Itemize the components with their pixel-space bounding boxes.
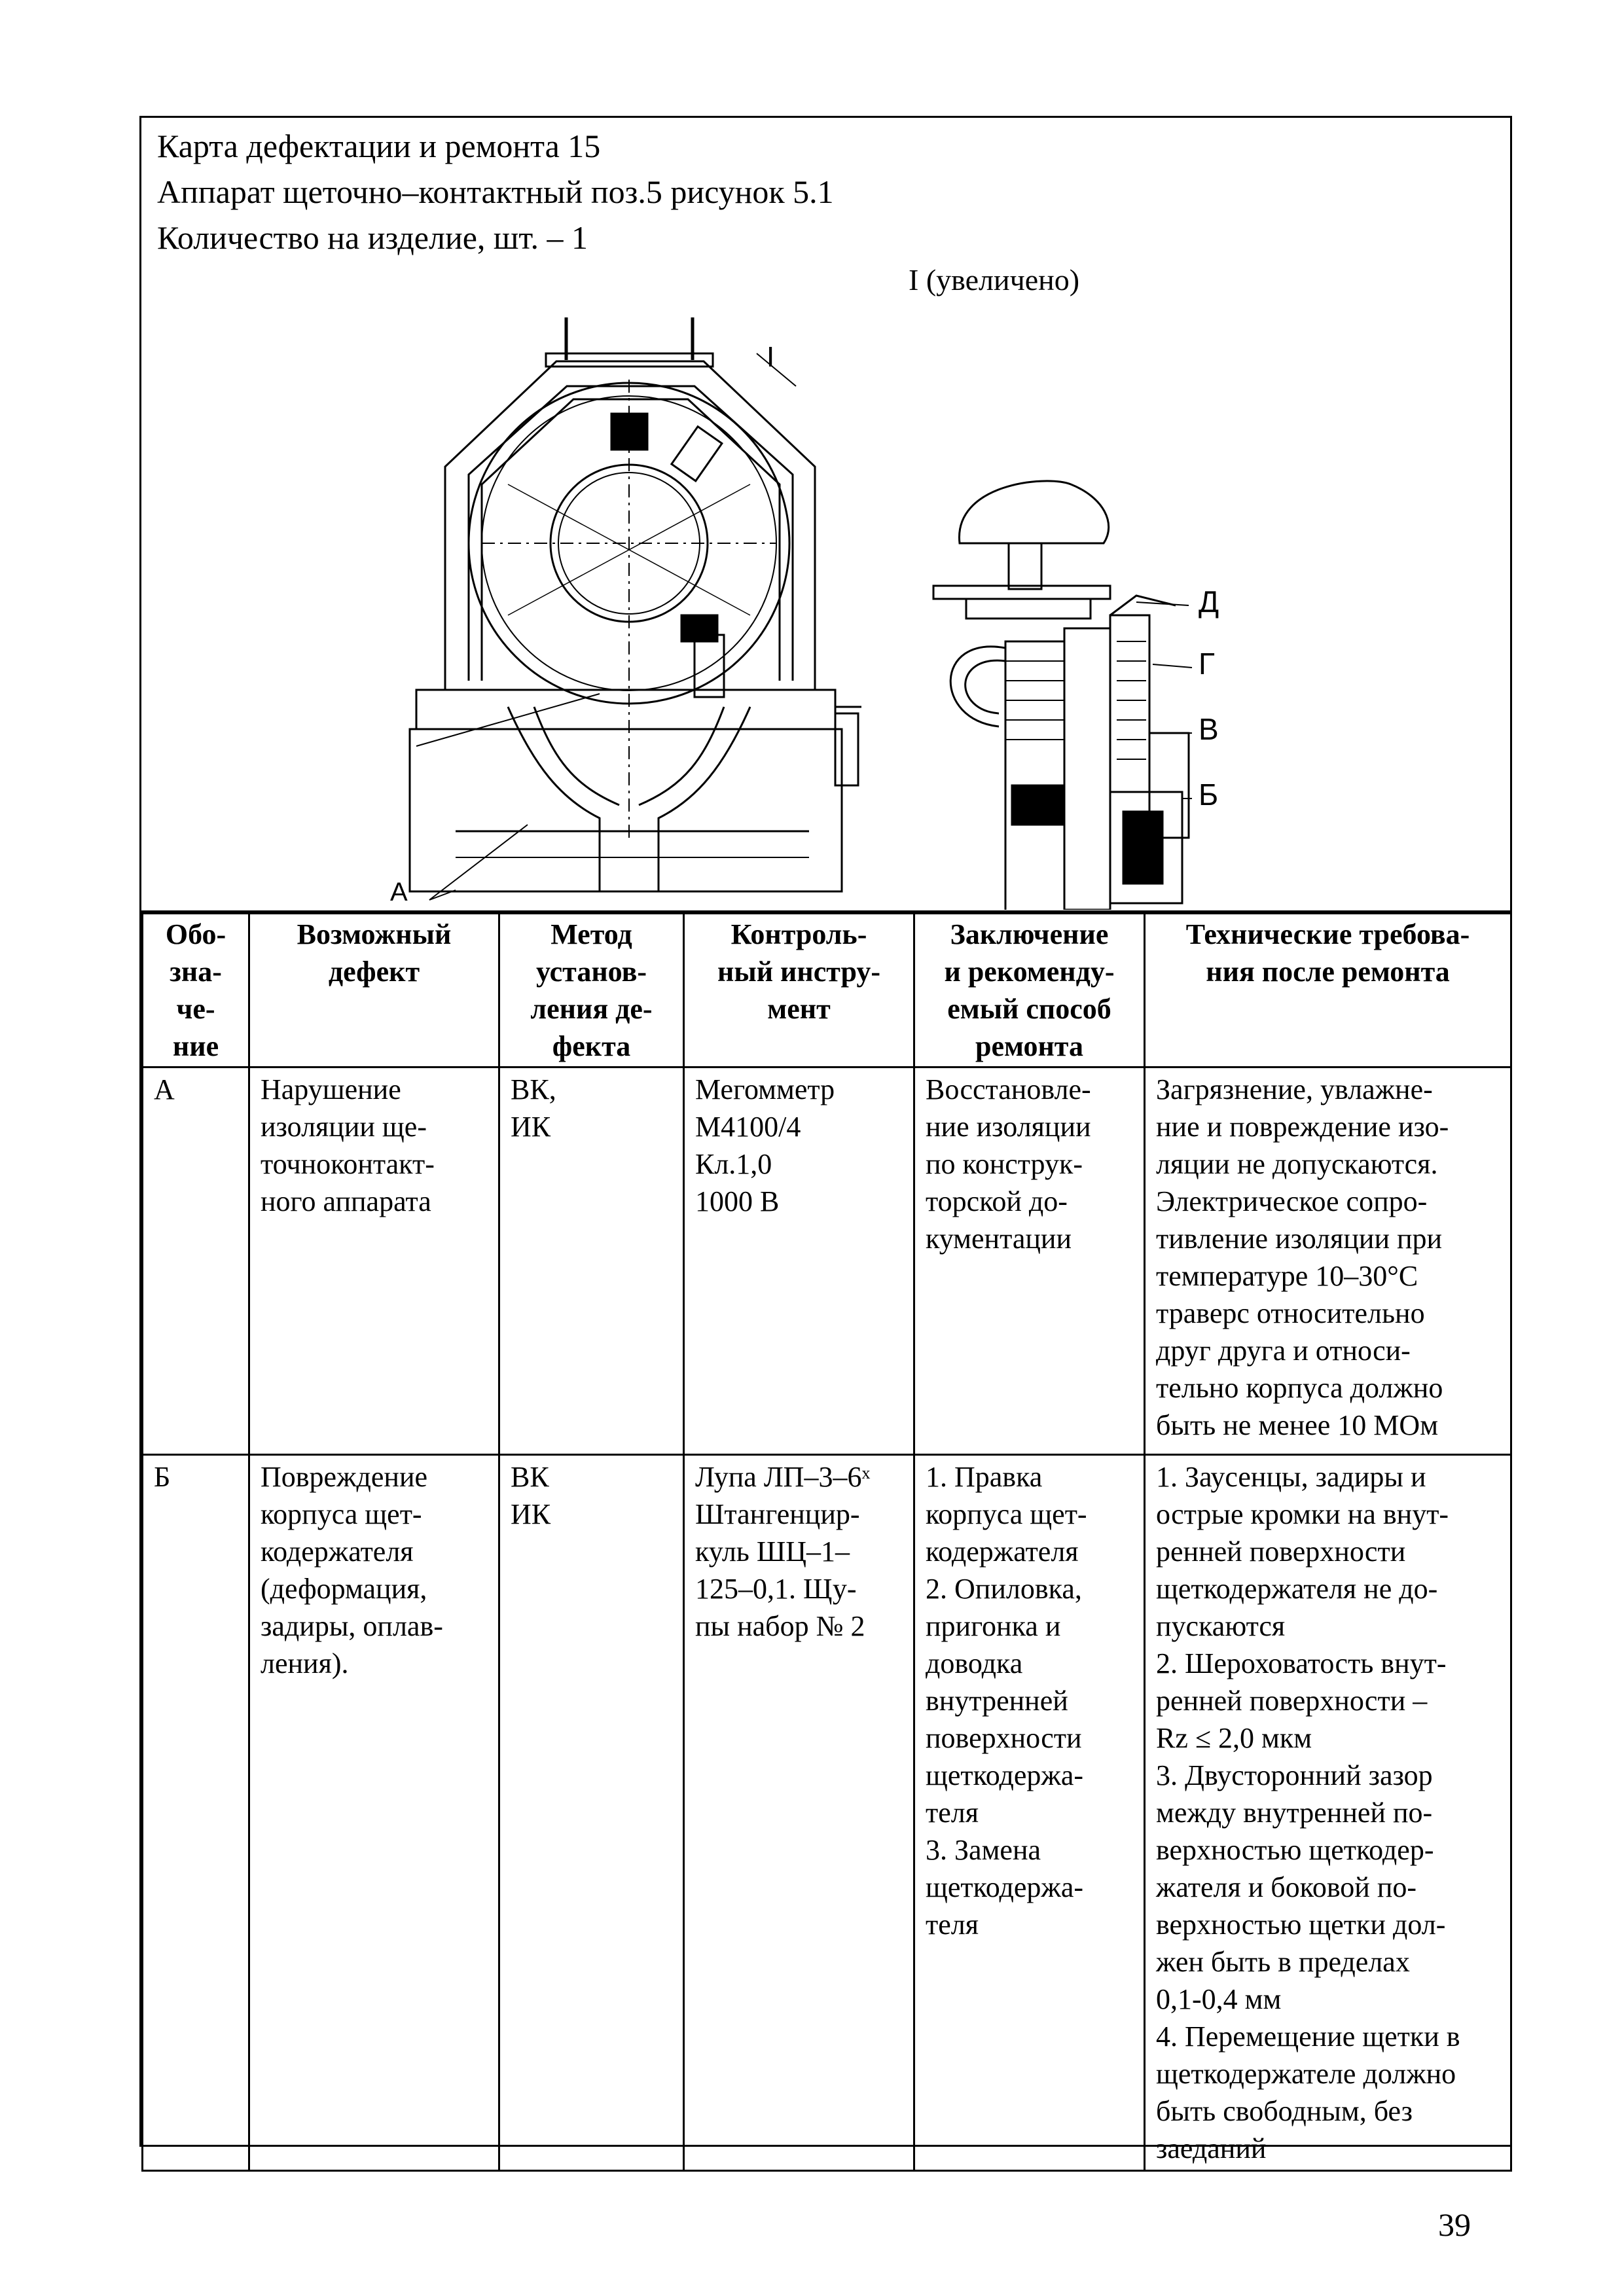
cell-requirements: 1. Заусенцы, задиры и острые кромки на внут- ренней поверхности щеткодержателя не до- пускаются 2. Шероховатость внут- ренней поверхности – Rz ≤ 2,0 мкм 3. Двусторонний зазор между внутренней по- верхностью щеткодер- жателя и боковой по- верхностью щетки дол- жен быть в пределах 0,1-0,4 мм 4. Перемещение щетки в щеткодержателе должно быть свободным, без заеданий (1145, 1455, 1511, 2171)
label-G: Г (1199, 647, 1215, 681)
table-row (143, 1455, 1511, 2171)
label-V: В (1199, 712, 1219, 746)
cell-defect: Нарушение изоляции ще- точноконтакт- ного аппарата (249, 1067, 499, 1455)
table-row (143, 1067, 1511, 1455)
col-header-conclusion: Заключение и рекоменду- емый способ ремонта (914, 914, 1145, 1067)
label-D: Д (1199, 584, 1219, 619)
cell-code: Б (143, 1455, 249, 2171)
brush-holder-detail (933, 481, 1192, 910)
col-header-method: Метод установ- ления де- фекта (499, 914, 684, 1067)
cell-instrument: Мегомметр М4100/4 Кл.1,0 1000 В (684, 1067, 914, 1455)
view-marker-I: I (767, 341, 775, 373)
apparatus-front-view (410, 317, 861, 900)
col-header-instrument: Контроль- ный инстру- мент (684, 914, 914, 1067)
detail-caption: I (увеличено) (909, 263, 1080, 296)
card-title: Карта дефектации и ремонта 15 (157, 128, 601, 164)
card-header (141, 118, 1510, 912)
label-B: Б (1199, 778, 1219, 812)
cell-conclusion: 1. Правка корпуса щет- кодержателя 2. Опиловка, пригонка и доводка внутренней поверхности щеткодержа- теля 3. Замена щеткодержа- теля (914, 1455, 1145, 2171)
table-header-row (143, 914, 1511, 1067)
cell-requirements: Загрязнение, увлажне- ние и повреждение изо- ляции не допускаются. Электрическое сопро- тивление изоляции при температуре 10–30°С траверс относительно друг друга и относи- тельно корпуса должно быть не менее 10 МОм (1145, 1067, 1511, 1455)
col-header-designation: Обо- зна- че- ние (143, 914, 249, 1067)
cell-method: ВК, ИК (499, 1067, 684, 1455)
page-number: 39 (1438, 2206, 1471, 2243)
cell-conclusion: Восстановле- ние изоляции по конструк- торской до- кументации (914, 1067, 1145, 1455)
card-subtitle: Аппарат щеточно–контактный поз.5 рисунок 5.1 (157, 173, 834, 210)
marker-A: А (390, 878, 408, 906)
defect-table (141, 912, 1512, 2172)
col-header-defect: Возможный дефект (249, 914, 499, 1067)
technical-drawing (141, 118, 1510, 910)
cell-defect: Повреждение корпуса щет- кодержателя (деформация, задиры, оплав- ления). (249, 1455, 499, 2171)
cell-instrument: Лупа ЛП–3–6ˣ Штангенцир- куль ШЦ–1– 125–0,1. Щу- пы набор № 2 (684, 1455, 914, 2171)
defect-card (139, 116, 1512, 2164)
col-header-requirements: Технические требова- ния после ремонта (1145, 914, 1511, 1067)
cell-method: ВК ИК (499, 1455, 684, 2171)
card-quantity: Количество на изделие, шт. – 1 (157, 219, 588, 256)
cell-code: А (143, 1067, 249, 1455)
